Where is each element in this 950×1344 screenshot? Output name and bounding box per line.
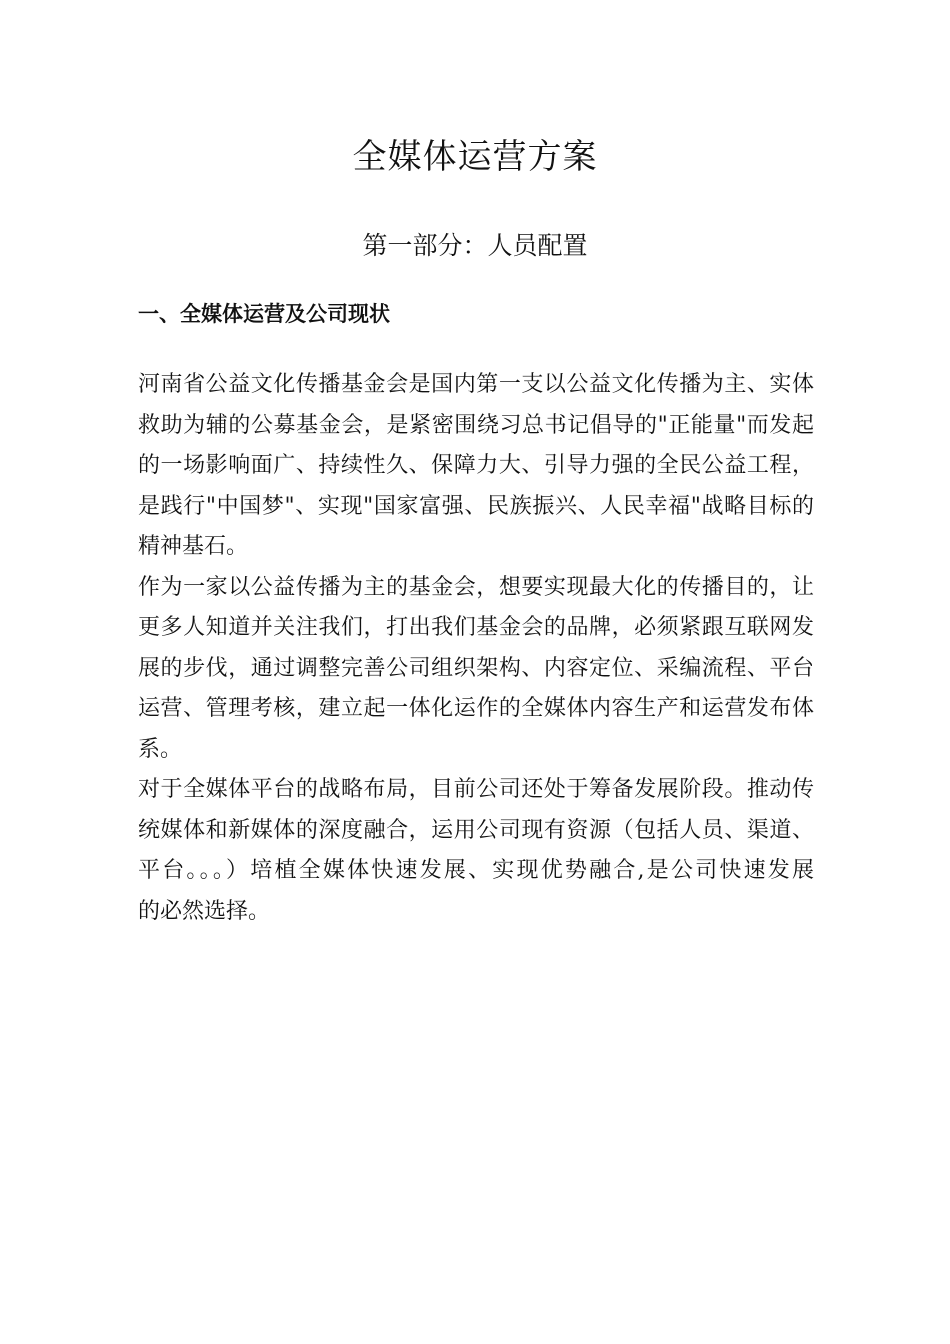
text-line: 统媒体和新媒体的深度融合，运用公司现有资源（包括人员、渠道、 — [138, 817, 814, 843]
text-line: 平台。。。）培植全媒体快速发展、实现优势融合,是公司快速发展 — [138, 858, 814, 883]
text-line: 的必然选择。 — [138, 898, 271, 924]
document-body — [138, 365, 814, 932]
paragraph-3 — [138, 770, 814, 932]
text-line: 是践行"中国梦"、实现"国家富强、民族振兴、人民幸福"战略目标的 — [138, 493, 814, 519]
paragraph-1 — [138, 365, 814, 568]
text-line: 的一场影响面广、持续性久、保障力大、引导力强的全民公益工程， — [138, 453, 814, 478]
text-line: 作为一家以公益传播为主的基金会，想要实现最大化的传播目的，让 — [138, 574, 814, 600]
text-line: 系。 — [138, 736, 183, 762]
paragraph-2 — [138, 568, 814, 771]
section-heading: 一、全媒体运营及公司现状 — [138, 302, 390, 326]
text-line: 河南省公益文化传播基金会是国内第一支以公益文化传播为主、实体 — [138, 372, 814, 397]
text-line: 对于全媒体平台的战略布局，目前公司还处于筹备发展阶段。推动传 — [138, 777, 814, 802]
text-line: 救助为辅的公募基金会，是紧密围绕习总书记倡导的"正能量"而发起 — [138, 412, 814, 438]
part-title: 第一部分：人员配置 — [362, 231, 588, 260]
text-line: 精神基石。 — [138, 534, 249, 559]
text-line: 运营、管理考核，建立起一体化运作的全媒体内容生产和运营发布体 — [138, 696, 814, 721]
document-title: 全媒体运营方案 — [352, 137, 598, 177]
text-line: 更多人知道并关注我们，打出我们基金会的品牌，必须紧跟互联网发 — [138, 615, 814, 640]
text-line: 展的步伐，通过调整完善公司组织架构、内容定位、采编流程、平台 — [138, 655, 814, 681]
